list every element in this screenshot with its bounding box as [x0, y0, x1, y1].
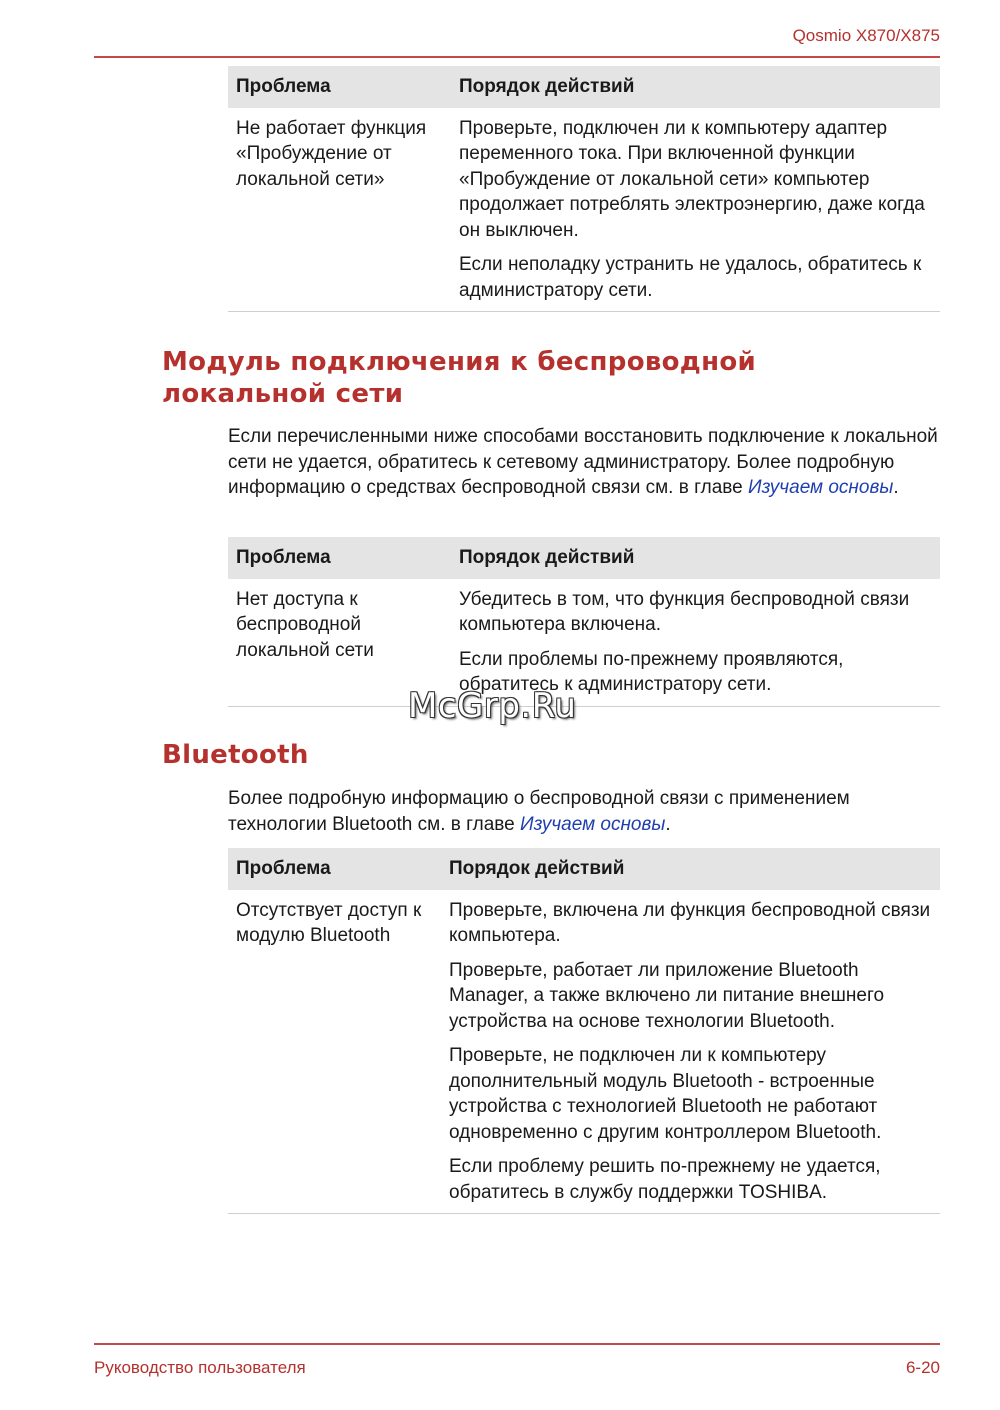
action-paragraph: Убедитесь в том, что функция беспроводной связи компьютера включена.: [459, 588, 910, 635]
column-header-problem: Проблема: [228, 66, 451, 108]
table-header-row: [228, 848, 940, 890]
header-title: Qosmio X870/X875: [792, 26, 940, 45]
action-paragraph: Если неполадку устранить не удалось, обратитесь к администратору сети.: [459, 254, 922, 301]
action-paragraph: Проверьте, работает ли приложение Bluetooth Manager, а также включено ли питание внешнего устройства на основе технологии Bluetooth.: [449, 959, 885, 1032]
footer-title: Руководство пользователя: [94, 1358, 306, 1377]
troubleshooting-table-wlan: [228, 537, 940, 707]
column-header-problem: Проблема: [228, 848, 441, 890]
table-row: [228, 108, 940, 312]
action-cell: [441, 890, 940, 1214]
table-header-row: [228, 66, 940, 108]
problem-cell: Не работает функция «Пробуждение от локальной сети»: [228, 108, 451, 312]
intro-end: .: [893, 477, 899, 498]
section-intro-wlan: [228, 424, 940, 501]
chapter-link[interactable]: Изучаем основы: [520, 813, 666, 835]
section-intro-bluetooth: [228, 786, 940, 837]
problem-cell: Отсутствует доступ к модулю Bluetooth: [228, 890, 441, 1214]
action-paragraph: Если проблему решить по-прежнему не удается, обратитесь в службу поддержки TOSHIBA.: [449, 1156, 881, 1203]
footer-divider: [94, 1343, 940, 1345]
intro-text: Если перечисленными ниже способами восстановить подключение к локальной сети не удается, обратитесь к сетевому администратору. Более подробную информацию о средствах беспроводной связи см. в главе: [228, 426, 938, 498]
troubleshooting-table-wol: [228, 66, 940, 312]
chapter-link[interactable]: Изучаем основы: [748, 477, 894, 498]
column-header-action: Порядок действий: [451, 66, 940, 108]
intro-end: .: [665, 813, 671, 835]
page-number: 6-20: [905, 1358, 940, 1377]
column-header-problem: Проблема: [228, 537, 451, 579]
intro-text: Более подробную информацию о беспроводной связи с применением технологии Bluetooth см. в главе: [228, 788, 850, 835]
action-cell: [451, 108, 940, 312]
table-row: [228, 579, 940, 707]
problem-cell: Нет доступа к беспроводной локальной сети: [228, 579, 451, 707]
table-row: [228, 890, 940, 1214]
table-header-row: [228, 537, 940, 579]
troubleshooting-table-bluetooth: [228, 848, 940, 1214]
column-header-action: Порядок действий: [441, 848, 940, 890]
column-header-action: Порядок действий: [451, 537, 940, 579]
header-divider: [94, 56, 940, 58]
section-heading-bluetooth: Bluetooth: [162, 740, 309, 770]
section-heading-wlan: Модуль подключения к беспроводной локальной сети: [162, 347, 757, 409]
action-paragraph: Проверьте, подключен ли к компьютеру адаптер переменного тока. При включенной функции «Пробуждение от локальной сети» компьютер продолжает потреблять электроэнергию, даже когда он выключен.: [459, 117, 925, 241]
action-paragraph: Если проблемы по-прежнему проявляются, обратитесь к администратору сети.: [459, 648, 844, 695]
watermark: McGrp.Ru: [408, 686, 577, 726]
action-paragraph: Проверьте, включена ли функция беспроводной связи компьютера.: [449, 899, 931, 946]
action-paragraph: Проверьте, не подключен ли к компьютеру дополнительный модуль Bluetooth - встроенные устройства с технологией Bluetooth не работают одновременно с другим контроллером Bluetooth.: [449, 1045, 882, 1143]
